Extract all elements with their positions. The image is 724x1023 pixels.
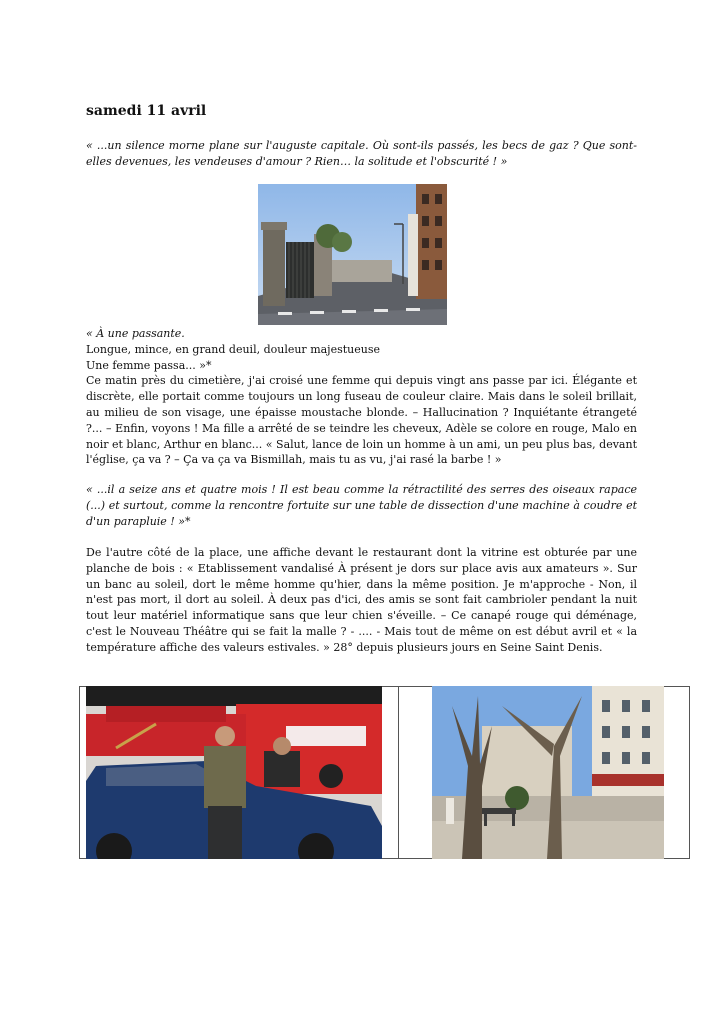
car-sofa-photo	[86, 686, 382, 859]
street-photo	[258, 184, 447, 325]
quote-capitale: « ...un silence morne plane sur l'auguste capitale. Où sont-ils passés, les becs de gaz ? Que sont-elles devenues, les vendeuses d'amour ? Rien… la solitude et l'obscurité ! »	[86, 139, 637, 168]
passante-line-1: Longue, mince, en grand deuil, douleur majestueuse	[86, 342, 380, 356]
table-divider	[398, 687, 399, 858]
passante-title: « À une passante.	[86, 327, 185, 340]
page-date: samedi 11 avril	[86, 103, 207, 119]
passante-block	[86, 326, 637, 468]
square-trees-photo	[432, 686, 664, 859]
paragraph-cimetiere: Ce matin près du cimetière, j'ai croisé une femme qui depuis vingt ans passe par ici. Élégante et discrète, elle portait comme toujours un long fuseau de couleur claire. Mais dans le soleil brillait, au milieu de son visage, une épaisse moustache blonde. – Hallucination ? Inquiétante étrangeté ?... – Enfin, voyons ! Ma fille a arrêté de se teindre les cheveux, Adèle se colore en rouge, Malo en noir et blanc, Arthur en blanc... « Salut, lance de loin un homme à un ami, un peu plus bas, devant l'église, ça va ? – Ça va ça va Bismillah, mais tu as vu, j'ai rasé la barbe ! »	[86, 374, 637, 467]
paragraph-place: De l'autre côté de la place, une affiche devant le restaurant dont la vitrine est obturée par une planche de bois : « Etablissement vandalisé À présent je dors sur place avis aux amateurs ». Sur un banc au soleil, dort le même homme qu'hier, dans la même position. Je m'approche - Non, il n'est pas mort, il dort au soleil. À deux pas d'ici, des amis se sont fait cambrioler pendant la nuit tout leur matériel informatique sans que leur chien s'éveille. – Ce canapé rouge qui déménage, c'est le Nouveau Théâtre qui se fait la malle ? - .... - Mais tout de même on est début avril et « la température affiche des valeurs estivales. » 28° depuis plusieurs jours en Seine Saint Denis.	[86, 546, 637, 654]
quote-seize-ans: « ...il a seize ans et quatre mois ! Il est beau comme la rétractilité des serres des oiseaux rapace (...) et surtout, comme la rencontre fortuite sur une table de dissection d'une machine à coudre et d'un parapluie ! »*	[86, 483, 637, 528]
passante-line-2: Une femme passa... »*	[86, 358, 212, 372]
